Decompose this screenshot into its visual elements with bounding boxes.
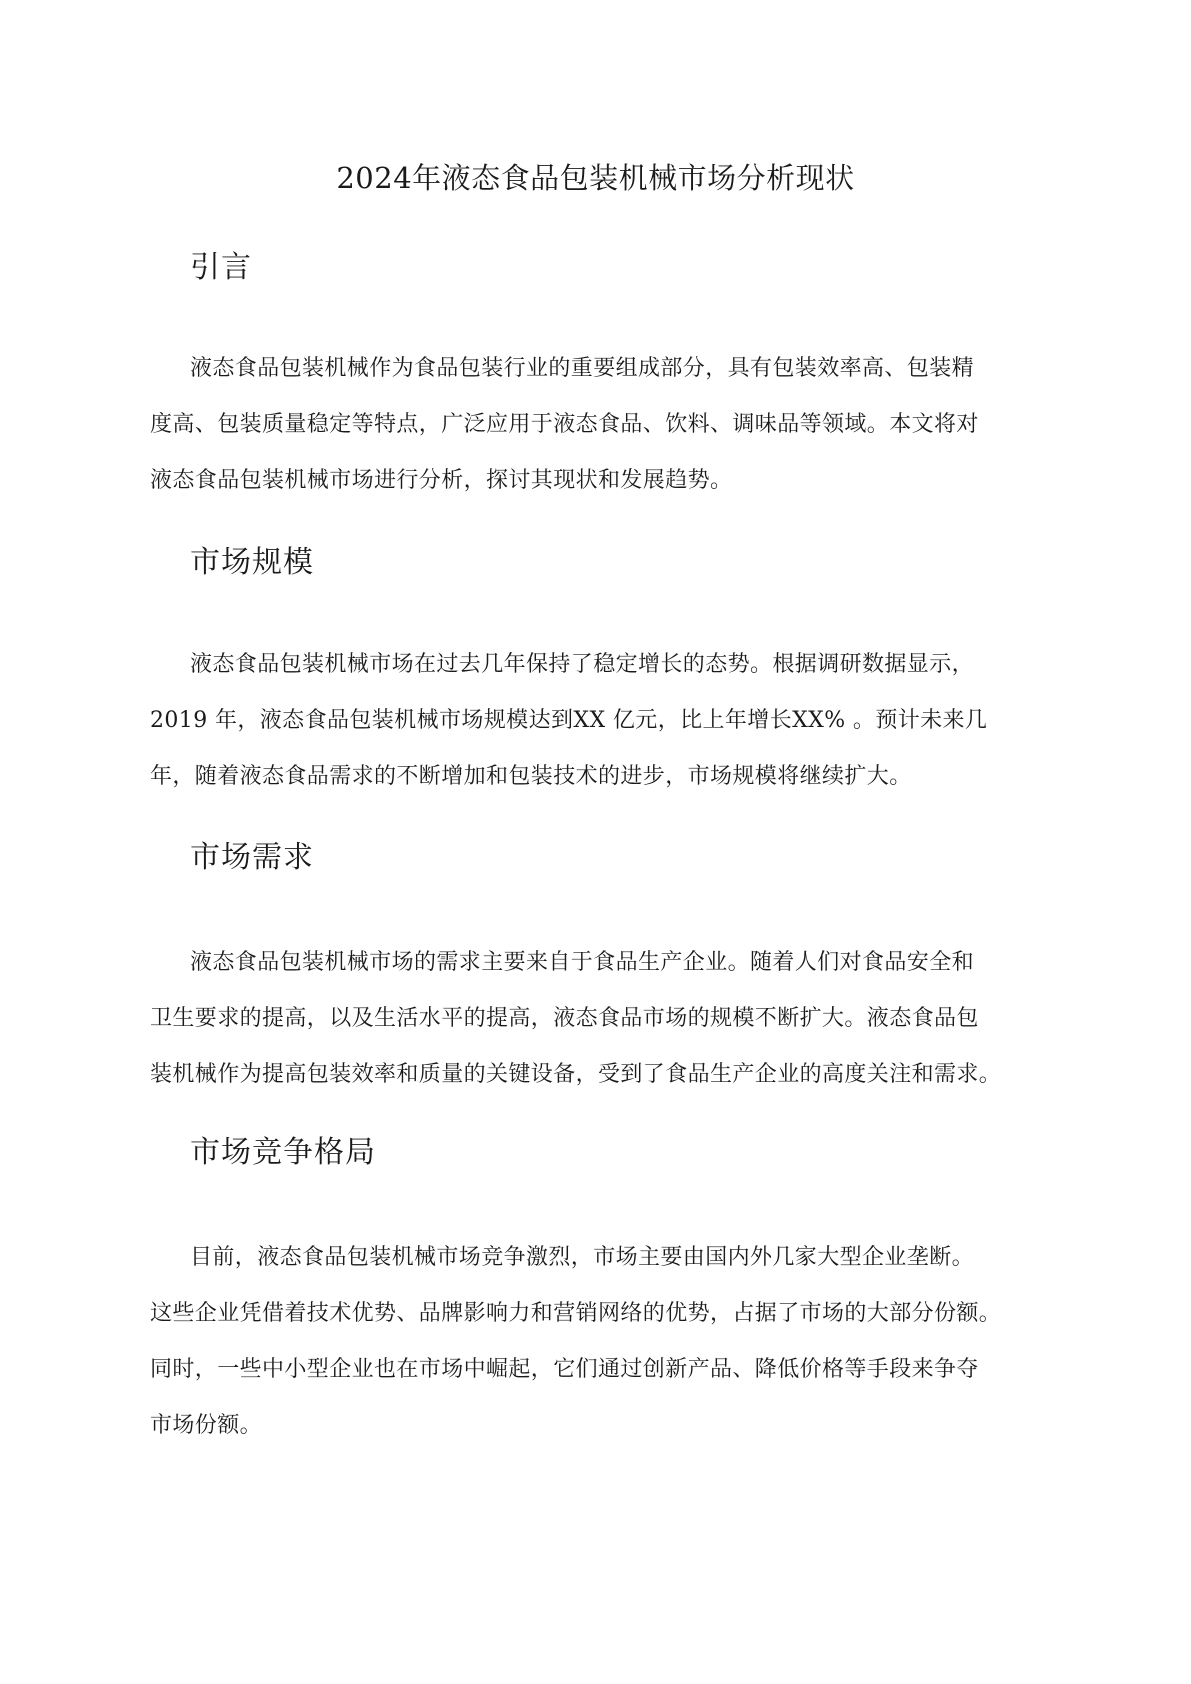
body-line: 同时，一些中小型企业也在市场中崛起，它们通过创新产品、降低价格等手段来争夺 [150, 1357, 979, 1382]
body-line: 装机械作为提高包装效率和质量的关键设备，受到了食品生产企业的高度关注和需求。 [150, 1062, 1002, 1087]
section-body-competitive-landscape [150, 1230, 1050, 1454]
body-line: 市场份额。 [150, 1413, 263, 1438]
section-body-market-demand [150, 935, 1050, 1103]
body-line: 液态食品包装机械作为食品包装行业的重要组成部分，具有包装效率高、包装精 [190, 356, 975, 381]
body-line: 卫生要求的提高，以及生活水平的提高，液态食品市场的规模不断扩大。液态食品包 [150, 1006, 979, 1031]
body-line: 液态食品包装机械市场的需求主要来自于食品生产企业。随着人们对食品安全和 [190, 950, 975, 975]
body-line: 目前，液态食品包装机械市场竞争激烈，市场主要由国内外几家大型企业垄断。 [190, 1245, 975, 1270]
section-heading-competitive-landscape: 市场竞争格局 [190, 1135, 376, 1170]
section-heading-market-size: 市场规模 [190, 545, 314, 580]
body-line: 2019 年，液态食品包装机械市场规模达到XX 亿元，比上年增长XX% 。预计未来几 [150, 708, 988, 733]
body-line: 液态食品包装机械市场进行分析，探讨其现状和发展趋势。 [150, 468, 733, 493]
section-body-introduction [150, 341, 1050, 509]
body-line: 液态食品包装机械市场在过去几年保持了稳定增长的态势。根据调研数据显示， [190, 652, 975, 677]
document-title: 2024年液态食品包装机械市场分析现状 [336, 161, 855, 195]
body-line: 这些企业凭借着技术优势、品牌影响力和营销网络的优势，占据了市场的大部分份额。 [150, 1301, 1002, 1326]
section-heading-market-demand: 市场需求 [190, 840, 314, 875]
body-line: 年，随着液态食品需求的不断增加和包装技术的进步，市场规模将继续扩大。 [150, 764, 912, 789]
section-heading-introduction: 引言 [190, 250, 252, 285]
section-body-market-size [150, 637, 1050, 805]
body-line: 度高、包装质量稳定等特点，广泛应用于液态食品、饮料、调味品等领域。本文将对 [150, 412, 979, 437]
